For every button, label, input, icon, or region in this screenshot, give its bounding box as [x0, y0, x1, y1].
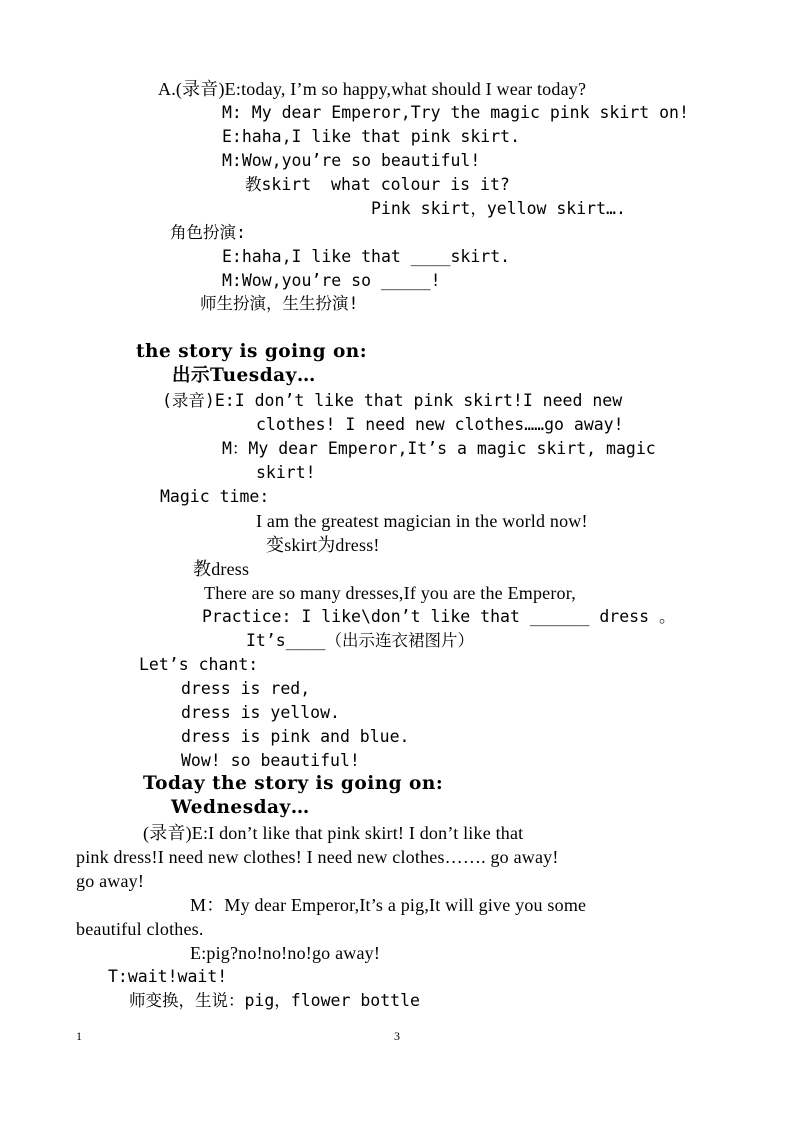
text-line: pink dress!I need new clothes! I need new clothes……. go away!: [76, 847, 559, 867]
text-line: There are so many dresses,If you are the Emperor,: [204, 583, 576, 603]
text-line: M:Wow,you’re so _____!: [222, 271, 441, 290]
text-line: 变skirt为dress!: [266, 535, 380, 555]
text-line: (录音)E:I don’t like that pink skirt! I don’t like that: [143, 823, 524, 843]
text-line: 教dress: [193, 559, 250, 579]
text-line: 师生扮演，生生扮演!: [200, 294, 359, 313]
section-subheading: 出示Tuesday…: [172, 365, 316, 386]
text-line: skirt!: [256, 463, 316, 482]
text-line: clothes! I need new clothes……go away!: [256, 415, 624, 434]
text-line: E:haha,I like that ____skirt.: [222, 247, 511, 266]
footer-left-number: 1: [76, 1029, 82, 1043]
section-heading: the story is going on:: [136, 341, 368, 362]
text-line: 师变换，生说：pig，flower bottle: [129, 991, 420, 1010]
section-label: Let’s chant:: [139, 655, 259, 674]
text-line: Practice: I like\don’t like that ______ dress 。: [202, 607, 676, 626]
text-line: 教skirt what colour is it?: [245, 175, 510, 194]
chant-line: dress is pink and blue.: [181, 727, 410, 746]
text-line: It’s____（出示连衣裙图片）: [246, 631, 474, 650]
text-line: Pink skirt，yellow skirt….: [371, 199, 626, 218]
text-line: T:wait!wait!: [108, 967, 228, 986]
text-line: M：My dear Emperor,It’s a pig,It will give you some: [190, 895, 587, 915]
text-line: (录音)E:I don’t like that pink skirt!I need new: [162, 391, 623, 410]
text-line: beautiful clothes.: [76, 919, 204, 939]
page-number: 3: [394, 1029, 400, 1043]
text-line: M:Wow,you’re so beautiful!: [222, 151, 481, 170]
chant-line: dress is yellow.: [181, 703, 340, 722]
section-label: 角色扮演:: [170, 223, 246, 242]
text-line: E:haha,I like that pink skirt.: [222, 127, 521, 146]
text-line: go away!: [76, 871, 145, 891]
section-heading: Today the story is going on:: [143, 773, 444, 794]
text-line: I am the greatest magician in the world now!: [256, 511, 588, 531]
text-line: M: My dear Emperor,Try the magic pink skirt on!: [222, 103, 689, 122]
chant-line: dress is red,: [181, 679, 311, 698]
section-subheading: Wednesday…: [171, 797, 310, 818]
text-line: M：My dear Emperor,It’s a magic skirt, magic: [222, 439, 656, 458]
section-label: Magic time:: [160, 487, 270, 506]
chant-line: Wow! so beautiful!: [181, 751, 360, 770]
text-line: A.(录音)E:today, I’m so happy,what should I wear today?: [158, 79, 587, 99]
text-line: E:pig?no!no!no!go away!: [190, 943, 381, 963]
